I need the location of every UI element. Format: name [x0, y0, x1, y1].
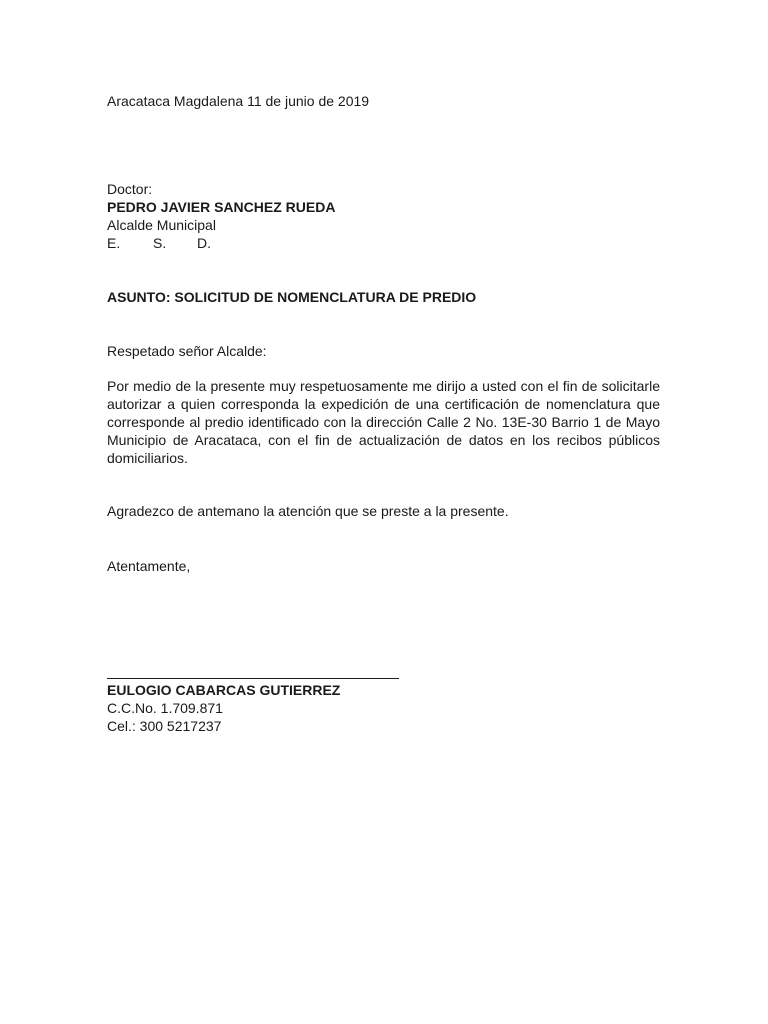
recipient-name: PEDRO JAVIER SANCHEZ RUEDA [107, 199, 336, 215]
signer-block [107, 681, 340, 735]
subject-line: ASUNTO: SOLICITUD DE NOMENCLATURA DE PREDIO [107, 289, 477, 305]
recipient-block [107, 180, 335, 252]
thanks-paragraph: Agradezco de antemano la atención que se preste a la presente. [107, 503, 509, 519]
closing: Atentamente, [107, 558, 191, 574]
recipient-esd [107, 234, 335, 252]
signer-phone: Cel.: 300 5217237 [107, 718, 222, 734]
esd-d: D. [197, 235, 211, 251]
body-paragraph: Por medio de la presente muy respetuosamente me dirijo a usted con el fin de solicitarle autorizar a quien corresponda la expedición de una certificación de nomenclatura que corresponde al predio identificado con la dirección Calle 2 No. 13E-30 Barrio 1 de Mayo Municipio de Aracataca, con el fin de actualización de datos en los recibos públicos domiciliarios. [107, 378, 660, 466]
recipient-title: Doctor: [107, 181, 153, 197]
recipient-position: Alcalde Municipal [107, 217, 216, 233]
signature-line [107, 660, 399, 679]
signer-id: C.C.No. 1.709.871 [107, 700, 223, 716]
esd-e: E. [107, 235, 121, 251]
signer-name: EULOGIO CABARCAS GUTIERREZ [107, 682, 341, 698]
esd-s: S. [153, 235, 167, 251]
greeting: Respetado señor Alcalde: [107, 343, 267, 359]
date-line: Aracataca Magdalena 11 de junio de 2019 [107, 93, 370, 109]
